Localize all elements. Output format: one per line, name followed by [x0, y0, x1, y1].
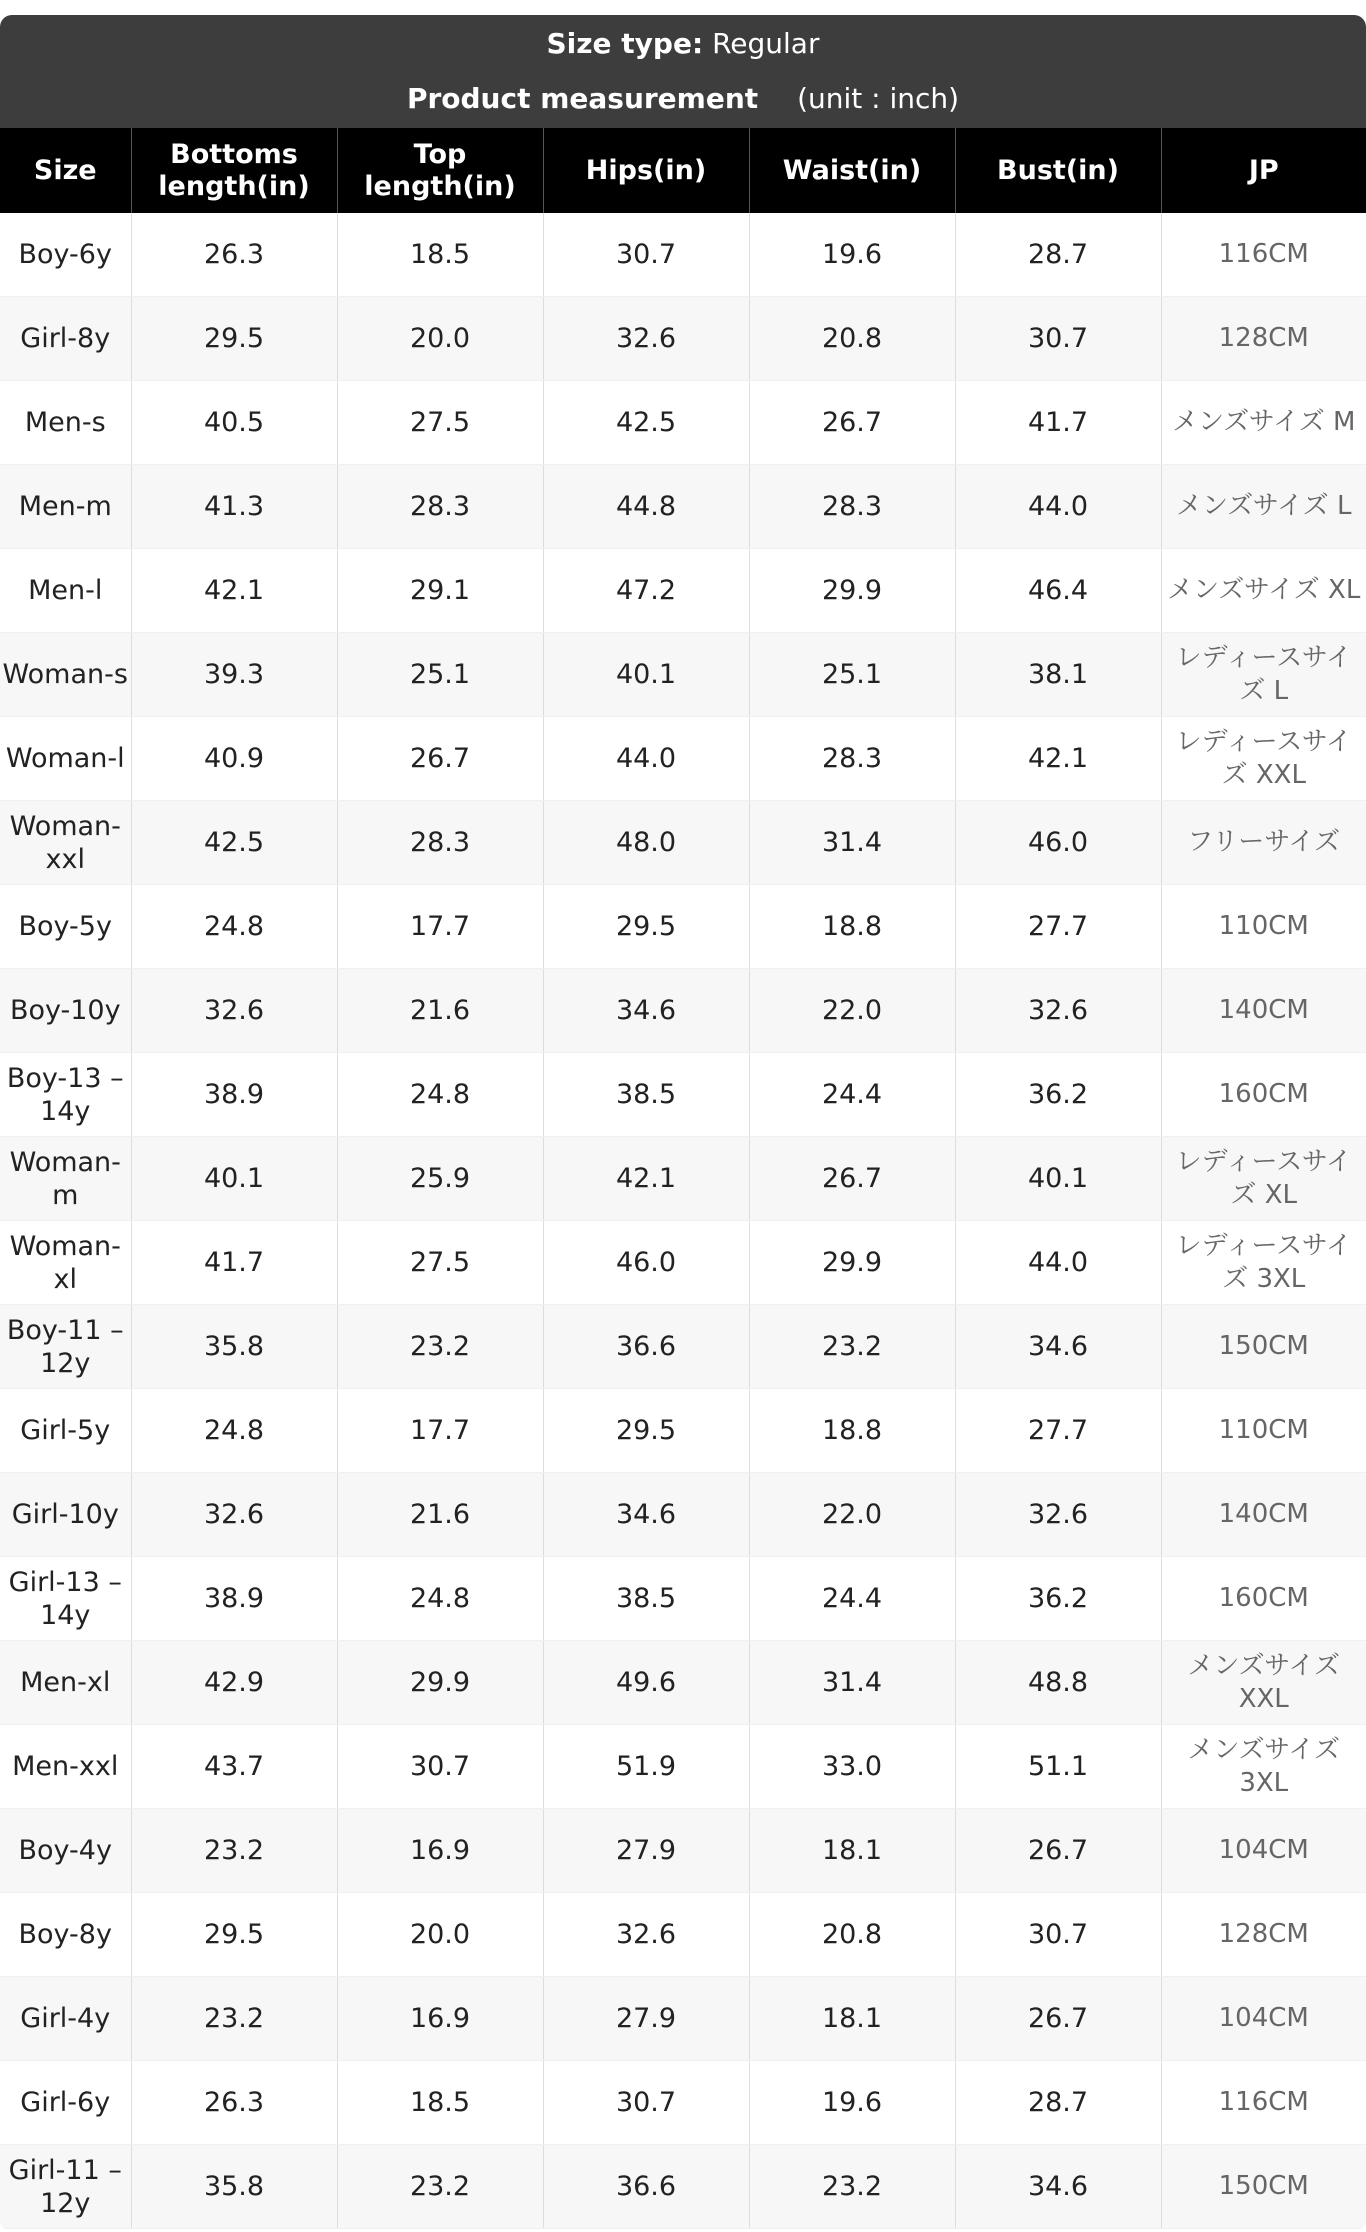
top-length-cell: 27.5 [337, 1221, 543, 1305]
bust-cell: 26.7 [955, 1809, 1161, 1893]
bust-cell: 26.7 [955, 1977, 1161, 2061]
bottoms-length-cell: 38.9 [131, 1557, 337, 1641]
jp-size-cell: メンズサイズ XL [1161, 549, 1366, 633]
bottoms-length-cell: 32.6 [131, 1473, 337, 1557]
bust-cell: 40.1 [955, 1137, 1161, 1221]
hips-cell: 46.0 [543, 1221, 749, 1305]
bust-cell: 41.7 [955, 381, 1161, 465]
header-bottoms-length: Bottoms length(in) [131, 128, 337, 213]
bottoms-length-cell: 40.9 [131, 717, 337, 801]
hips-cell: 34.6 [543, 1473, 749, 1557]
header-jp: JP [1161, 128, 1366, 213]
table-row [0, 1977, 1366, 2061]
table-row [0, 969, 1366, 1053]
jp-size-cell: フリーサイズ [1161, 801, 1366, 885]
waist-cell: 33.0 [749, 1725, 955, 1809]
bottoms-length-cell: 41.7 [131, 1221, 337, 1305]
top-length-cell: 20.0 [337, 1893, 543, 1977]
waist-cell: 28.3 [749, 465, 955, 549]
jp-size-cell: 128CM [1161, 1893, 1366, 1977]
waist-cell: 26.7 [749, 381, 955, 465]
table-row [0, 885, 1366, 969]
bottoms-length-cell: 29.5 [131, 1893, 337, 1977]
size-chart-banner [0, 15, 1366, 128]
bottoms-length-cell: 26.3 [131, 213, 337, 297]
table-row [0, 1053, 1366, 1137]
top-length-cell: 26.7 [337, 717, 543, 801]
jp-size-cell: 104CM [1161, 1809, 1366, 1893]
table-row [0, 2145, 1366, 2229]
top-length-cell: 29.1 [337, 549, 543, 633]
jp-size-cell: 160CM [1161, 1053, 1366, 1137]
table-row [0, 465, 1366, 549]
hips-cell: 44.8 [543, 465, 749, 549]
bottoms-length-cell: 38.9 [131, 1053, 337, 1137]
top-length-cell: 16.9 [337, 1809, 543, 1893]
header-hips: Hips(in) [543, 128, 749, 213]
bust-cell: 27.7 [955, 1389, 1161, 1473]
bottoms-length-cell: 23.2 [131, 1809, 337, 1893]
waist-cell: 20.8 [749, 297, 955, 381]
size-cell: Boy-5y [0, 885, 131, 969]
jp-size-cell: レディースサイズ XL [1161, 1137, 1366, 1221]
size-cell: Woman-m [0, 1137, 131, 1221]
size-type-label: Size type: [546, 27, 704, 60]
jp-size-cell: 150CM [1161, 1305, 1366, 1389]
bottoms-length-cell: 35.8 [131, 2145, 337, 2229]
jp-size-cell: 116CM [1161, 213, 1366, 297]
size-cell: Girl-10y [0, 1473, 131, 1557]
hips-cell: 36.6 [543, 2145, 749, 2229]
bottoms-length-cell: 29.5 [131, 297, 337, 381]
waist-cell: 18.1 [749, 1977, 955, 2061]
bust-cell: 36.2 [955, 1053, 1161, 1137]
unit-label: (unit : inch) [797, 82, 960, 115]
size-cell: Woman-xxl [0, 801, 131, 885]
bust-cell: 34.6 [955, 2145, 1161, 2229]
hips-cell: 44.0 [543, 717, 749, 801]
bust-cell: 36.2 [955, 1557, 1161, 1641]
top-length-cell: 25.1 [337, 633, 543, 717]
jp-size-cell: 140CM [1161, 969, 1366, 1053]
top-length-cell: 27.5 [337, 381, 543, 465]
bottoms-length-cell: 42.9 [131, 1641, 337, 1725]
jp-size-cell: メンズサイズ M [1161, 381, 1366, 465]
header-waist: Waist(in) [749, 128, 955, 213]
table-row [0, 1809, 1366, 1893]
bust-cell: 48.8 [955, 1641, 1161, 1725]
hips-cell: 29.5 [543, 1389, 749, 1473]
bust-cell: 32.6 [955, 969, 1161, 1053]
table-row [0, 2061, 1366, 2145]
table-body [0, 213, 1366, 2229]
table-row [0, 1725, 1366, 1809]
size-cell: Girl-5y [0, 1389, 131, 1473]
bust-cell: 38.1 [955, 633, 1161, 717]
jp-size-cell: 128CM [1161, 297, 1366, 381]
waist-cell: 24.4 [749, 1557, 955, 1641]
top-length-cell: 28.3 [337, 465, 543, 549]
bottoms-length-cell: 40.5 [131, 381, 337, 465]
hips-cell: 34.6 [543, 969, 749, 1053]
header-top-length: Top length(in) [337, 128, 543, 213]
size-cell: Boy-11 – 12y [0, 1305, 131, 1389]
bust-cell: 44.0 [955, 465, 1161, 549]
top-length-cell: 18.5 [337, 213, 543, 297]
table-row [0, 1389, 1366, 1473]
table-row [0, 1221, 1366, 1305]
size-cell: Boy-10y [0, 969, 131, 1053]
top-length-cell: 21.6 [337, 1473, 543, 1557]
bottoms-length-cell: 41.3 [131, 465, 337, 549]
top-length-cell: 16.9 [337, 1977, 543, 2061]
waist-cell: 18.8 [749, 1389, 955, 1473]
jp-size-cell: 160CM [1161, 1557, 1366, 1641]
bust-cell: 44.0 [955, 1221, 1161, 1305]
size-cell: Woman-l [0, 717, 131, 801]
jp-size-cell: メンズサイズ 3XL [1161, 1725, 1366, 1809]
hips-cell: 30.7 [543, 2061, 749, 2145]
bottoms-length-cell: 26.3 [131, 2061, 337, 2145]
bust-cell: 30.7 [955, 1893, 1161, 1977]
top-length-cell: 17.7 [337, 885, 543, 969]
bust-cell: 34.6 [955, 1305, 1161, 1389]
size-cell: Men-l [0, 549, 131, 633]
table-row [0, 633, 1366, 717]
hips-cell: 29.5 [543, 885, 749, 969]
bust-cell: 51.1 [955, 1725, 1161, 1809]
top-length-cell: 24.8 [337, 1053, 543, 1137]
size-cell: Men-m [0, 465, 131, 549]
top-length-cell: 24.8 [337, 1557, 543, 1641]
table-row [0, 1557, 1366, 1641]
waist-cell: 20.8 [749, 1893, 955, 1977]
bottoms-length-cell: 43.7 [131, 1725, 337, 1809]
waist-cell: 23.2 [749, 2145, 955, 2229]
hips-cell: 51.9 [543, 1725, 749, 1809]
waist-cell: 31.4 [749, 1641, 955, 1725]
table-row [0, 213, 1366, 297]
jp-size-cell: レディースサイズ 3XL [1161, 1221, 1366, 1305]
measurement-table [0, 128, 1366, 2229]
table-header-row [0, 128, 1366, 213]
table-row [0, 1305, 1366, 1389]
table-row [0, 801, 1366, 885]
table-row [0, 717, 1366, 801]
hips-cell: 49.6 [543, 1641, 749, 1725]
table-row [0, 549, 1366, 633]
size-cell: Men-s [0, 381, 131, 465]
size-chart [0, 15, 1366, 2232]
bottoms-length-cell: 40.1 [131, 1137, 337, 1221]
waist-cell: 24.4 [749, 1053, 955, 1137]
bust-cell: 32.6 [955, 1473, 1161, 1557]
measurement-label: Product measurement [406, 82, 759, 115]
size-type-line [0, 24, 1366, 64]
size-cell: Girl-13 – 14y [0, 1557, 131, 1641]
hips-cell: 48.0 [543, 801, 749, 885]
bottoms-length-cell: 24.8 [131, 1389, 337, 1473]
jp-size-cell: 110CM [1161, 1389, 1366, 1473]
size-cell: Men-xl [0, 1641, 131, 1725]
waist-cell: 29.9 [749, 1221, 955, 1305]
jp-size-cell: レディースサイズ XXL [1161, 717, 1366, 801]
bust-cell: 42.1 [955, 717, 1161, 801]
bottoms-length-cell: 24.8 [131, 885, 337, 969]
waist-cell: 19.6 [749, 213, 955, 297]
waist-cell: 18.1 [749, 1809, 955, 1893]
top-length-cell: 30.7 [337, 1725, 543, 1809]
jp-size-cell: 140CM [1161, 1473, 1366, 1557]
bottoms-length-cell: 42.1 [131, 549, 337, 633]
hips-cell: 38.5 [543, 1557, 749, 1641]
top-length-cell: 17.7 [337, 1389, 543, 1473]
bottoms-length-cell: 42.5 [131, 801, 337, 885]
bust-cell: 27.7 [955, 885, 1161, 969]
waist-cell: 18.8 [749, 885, 955, 969]
bust-cell: 28.7 [955, 213, 1161, 297]
hips-cell: 32.6 [543, 1893, 749, 1977]
hips-cell: 32.6 [543, 297, 749, 381]
size-cell: Girl-11 – 12y [0, 2145, 131, 2229]
jp-size-cell: レディースサイズ L [1161, 633, 1366, 717]
jp-size-cell: 104CM [1161, 1977, 1366, 2061]
header-size: Size [0, 128, 131, 213]
hips-cell: 38.5 [543, 1053, 749, 1137]
waist-cell: 28.3 [749, 717, 955, 801]
size-cell: Girl-6y [0, 2061, 131, 2145]
bottoms-length-cell: 39.3 [131, 633, 337, 717]
jp-size-cell: 116CM [1161, 2061, 1366, 2145]
bottoms-length-cell: 32.6 [131, 969, 337, 1053]
size-type-value: Regular [712, 27, 820, 60]
bottoms-length-cell: 23.2 [131, 1977, 337, 2061]
waist-cell: 23.2 [749, 1305, 955, 1389]
table-row [0, 1473, 1366, 1557]
waist-cell: 26.7 [749, 1137, 955, 1221]
hips-cell: 47.2 [543, 549, 749, 633]
top-length-cell: 23.2 [337, 2145, 543, 2229]
size-cell: Boy-6y [0, 213, 131, 297]
waist-cell: 25.1 [749, 633, 955, 717]
table-row [0, 297, 1366, 381]
jp-size-cell: 150CM [1161, 2145, 1366, 2229]
hips-cell: 36.6 [543, 1305, 749, 1389]
waist-cell: 31.4 [749, 801, 955, 885]
size-cell: Woman-xl [0, 1221, 131, 1305]
size-cell: Boy-4y [0, 1809, 131, 1893]
size-cell: Girl-4y [0, 1977, 131, 2061]
hips-cell: 40.1 [543, 633, 749, 717]
bust-cell: 46.0 [955, 801, 1161, 885]
top-length-cell: 25.9 [337, 1137, 543, 1221]
hips-cell: 30.7 [543, 213, 749, 297]
top-length-cell: 23.2 [337, 1305, 543, 1389]
waist-cell: 22.0 [749, 1473, 955, 1557]
jp-size-cell: 110CM [1161, 885, 1366, 969]
bust-cell: 30.7 [955, 297, 1161, 381]
hips-cell: 27.9 [543, 1977, 749, 2061]
header-bust: Bust(in) [955, 128, 1161, 213]
table-row [0, 381, 1366, 465]
waist-cell: 29.9 [749, 549, 955, 633]
waist-cell: 19.6 [749, 2061, 955, 2145]
size-cell: Girl-8y [0, 297, 131, 381]
top-length-cell: 28.3 [337, 801, 543, 885]
table-row [0, 1641, 1366, 1725]
bottoms-length-cell: 35.8 [131, 1305, 337, 1389]
hips-cell: 42.1 [543, 1137, 749, 1221]
size-cell: Boy-13 – 14y [0, 1053, 131, 1137]
jp-size-cell: メンズサイズ L [1161, 465, 1366, 549]
top-length-cell: 20.0 [337, 297, 543, 381]
bust-cell: 46.4 [955, 549, 1161, 633]
top-length-cell: 29.9 [337, 1641, 543, 1725]
bust-cell: 28.7 [955, 2061, 1161, 2145]
table-row [0, 1137, 1366, 1221]
size-cell: Men-xxl [0, 1725, 131, 1809]
top-length-cell: 21.6 [337, 969, 543, 1053]
hips-cell: 42.5 [543, 381, 749, 465]
table-row [0, 1893, 1366, 1977]
size-cell: Woman-s [0, 633, 131, 717]
measurement-line [0, 79, 1366, 119]
jp-size-cell: メンズサイズ XXL [1161, 1641, 1366, 1725]
waist-cell: 22.0 [749, 969, 955, 1053]
hips-cell: 27.9 [543, 1809, 749, 1893]
top-length-cell: 18.5 [337, 2061, 543, 2145]
size-cell: Boy-8y [0, 1893, 131, 1977]
